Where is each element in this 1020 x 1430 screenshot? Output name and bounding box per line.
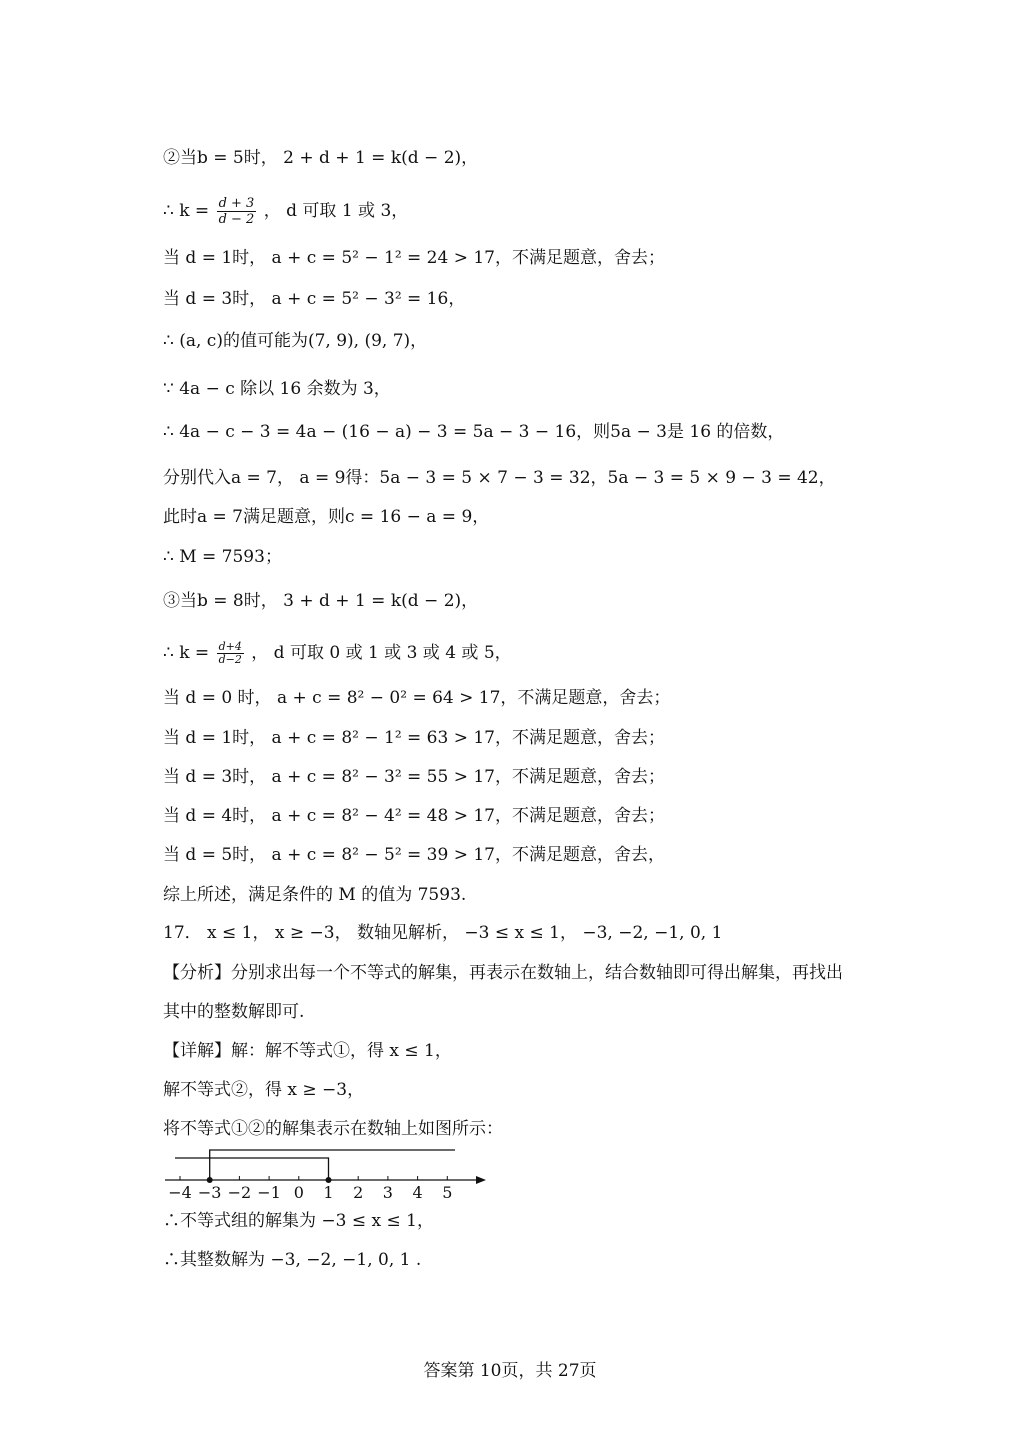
axis-arrow bbox=[476, 1176, 486, 1184]
closed-point bbox=[326, 1177, 332, 1183]
page-footer: 答案第 10页，共 27页 bbox=[423, 1361, 597, 1381]
text-line: 当 d = 1时， a + c = 5² − 1² = 24 > 17，不满足题意，舍去； bbox=[163, 248, 665, 268]
solution-ray-x-ge-minus3 bbox=[210, 1150, 455, 1180]
text-line: 17． x ≤ 1， x ≥ −3， 数轴见解析， −3 ≤ x ≤ 1， −3, −2, −1, 0, 1 bbox=[163, 923, 723, 943]
text-line: ∴不等式组的解集为 −3 ≤ x ≤ 1， bbox=[163, 1211, 434, 1231]
text-line: ②当b = 5时， 2 + d + 1 = k(d − 2)， bbox=[163, 148, 479, 168]
fraction-line-2 bbox=[163, 641, 512, 666]
text-line: ∴ (a, c)的值可能为(7, 9), (9, 7)， bbox=[163, 331, 428, 351]
text-line: 当 d = 4时， a + c = 8² − 4² = 48 > 17，不满足题意，舍去； bbox=[163, 806, 665, 826]
fraction-denominator: d − 2 bbox=[218, 212, 255, 227]
closed-point bbox=[207, 1177, 213, 1183]
fraction-denominator: d−2 bbox=[218, 653, 242, 666]
text-line: 当 d = 0 时， a + c = 8² − 0² = 64 > 17，不满足题意，舍去； bbox=[163, 688, 671, 708]
tick-label: −4 bbox=[168, 1183, 192, 1202]
tick-label: 4 bbox=[412, 1183, 423, 1202]
text-line: 其中的整数解即可. bbox=[163, 1002, 305, 1022]
tick-label: −1 bbox=[257, 1183, 281, 1202]
text-line: 当 d = 3时， a + c = 5² − 3² = 16， bbox=[163, 289, 466, 309]
number-line-figure bbox=[160, 1140, 500, 1210]
text-line: 【详解】解：解不等式①，得 x ≤ 1， bbox=[163, 1041, 452, 1061]
tick-label: −3 bbox=[197, 1183, 222, 1202]
text-line: ③当b = 8时， 3 + d + 1 = k(d − 2)， bbox=[163, 591, 479, 611]
fraction-k-2 bbox=[217, 641, 244, 666]
fraction-k-1 bbox=[217, 196, 257, 227]
tick-label: 2 bbox=[353, 1183, 364, 1202]
text-line: 【分析】分别求出每一个不等式的解集，再表示在数轴上，结合数轴即可得出解集，再找出 bbox=[163, 963, 843, 983]
tick-label: 3 bbox=[382, 1183, 393, 1202]
frac-suffix: ， d 可取 0 或 1 或 3 或 4 或 5， bbox=[251, 643, 512, 663]
solution-ray-x-le-1 bbox=[175, 1158, 329, 1180]
text-line: 将不等式①②的解集表示在数轴上如图所示： bbox=[163, 1119, 503, 1139]
fraction-numerator: d + 3 bbox=[218, 196, 255, 211]
tick-label: 5 bbox=[442, 1183, 453, 1202]
tick-label: 0 bbox=[293, 1183, 304, 1202]
fraction-line-1 bbox=[163, 196, 408, 227]
tick-label: −2 bbox=[227, 1183, 252, 1202]
text-line: 综上所述，满足条件的 M 的值为 7593. bbox=[163, 885, 467, 905]
text-line: ∴ M = 7593； bbox=[163, 547, 282, 567]
text-line: 当 d = 3时， a + c = 8² − 3² = 55 > 17，不满足题意，舍去； bbox=[163, 767, 665, 787]
frac-prefix: ∴ k = bbox=[163, 201, 210, 221]
text-line: ∵ 4a − c 除以 16 余数为 3， bbox=[163, 379, 391, 399]
fraction-numerator: d+4 bbox=[218, 640, 242, 653]
text-line: 当 d = 5时， a + c = 8² − 5² = 39 > 17，不满足题意，舍去， bbox=[163, 845, 665, 865]
text-line: ∴ 4a − c − 3 = 4a − (16 − a) − 3 = 5a − 3 − 16，则5a − 3是 16 的倍数， bbox=[163, 422, 785, 442]
tick-label: 1 bbox=[323, 1183, 334, 1202]
text-line: 此时a = 7满足题意，则c = 16 − a = 9， bbox=[163, 507, 490, 527]
frac-prefix: ∴ k = bbox=[163, 643, 210, 663]
frac-suffix: ， d 可取 1 或 3， bbox=[263, 201, 409, 221]
text-line: ∴其整数解为 −3, −2, −1, 0, 1 . bbox=[163, 1250, 422, 1270]
text-line: 当 d = 1时， a + c = 8² − 1² = 63 > 17，不满足题意，舍去； bbox=[163, 728, 665, 748]
text-line: 解不等式②，得 x ≥ −3， bbox=[163, 1080, 365, 1100]
text-line: 分别代入a = 7， a = 9得：5a − 3 = 5 × 7 − 3 = 32，5a − 3 = 5 × 9 − 3 = 42， bbox=[163, 468, 836, 488]
